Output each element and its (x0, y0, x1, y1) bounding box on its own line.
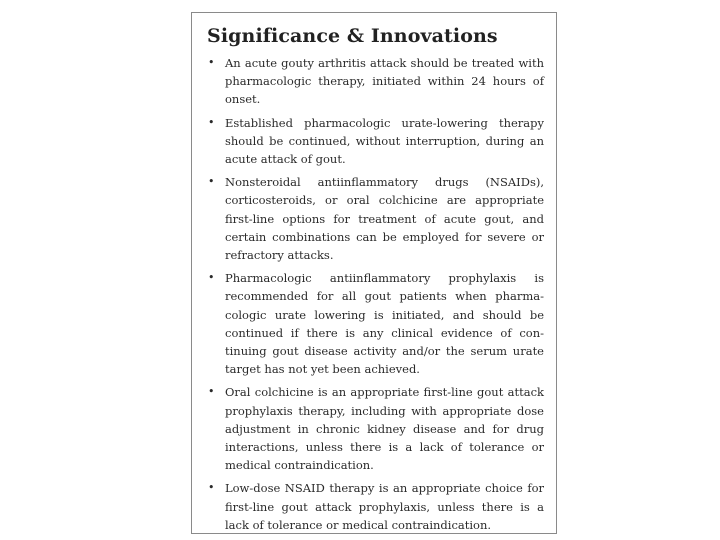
list-item (207, 383, 544, 474)
list-item (207, 54, 544, 109)
list-item-text: Nonsteroidal antiinflammatory drugs (NSAIDs), corticosteroids, or oral colchicine are appropriate first-line options for treatment of acute gout, and certain combinations can be employed for severe or refractory attacks. (225, 175, 544, 263)
list-item (207, 479, 544, 534)
list-item-text: Established pharmacologic urate-lowering therapy should be continued, without interruption, during an acute attack of gout. (225, 115, 544, 167)
list-item-text: An acute gouty arthritis attack should be treated with pharmacologic therapy, initiated within 24 hours of onset. (225, 56, 544, 107)
list-item (207, 114, 544, 169)
bullet-icon: • (208, 481, 215, 495)
list-item-text: Low-dose NSAID therapy is an appropriate choice for first-line gout attack prophylaxis, unless there is a lack of tolerance or medical contraindication. (225, 481, 544, 532)
list-item-text: Pharmacologic antiinflammatory prophylaxis is recommended for all gout patients when pharmacologic urate lowering is initiated, and should be continued if there is any clinical evidence of continuing gout disease activity and/or the serum urate target has not yet been achieved. (225, 271, 544, 377)
list-item (207, 269, 544, 378)
significance-box (191, 12, 557, 534)
box-title: Significance & Innovations (207, 25, 498, 47)
bullet-icon: • (208, 271, 215, 285)
bullet-list (207, 54, 544, 534)
bullet-icon: • (208, 56, 215, 69)
bullet-icon: • (208, 175, 215, 189)
list-item-text: Oral colchicine is an appropriate first-line gout attack prophylaxis therapy, including with appropriate dose adjustment in chronic kidney disease and for drug interactions, unless there is a lack of tolerance or medical contraindication. (225, 385, 544, 473)
bullet-icon: • (208, 385, 215, 399)
bullet-icon: • (208, 115, 215, 129)
list-item (207, 173, 544, 264)
